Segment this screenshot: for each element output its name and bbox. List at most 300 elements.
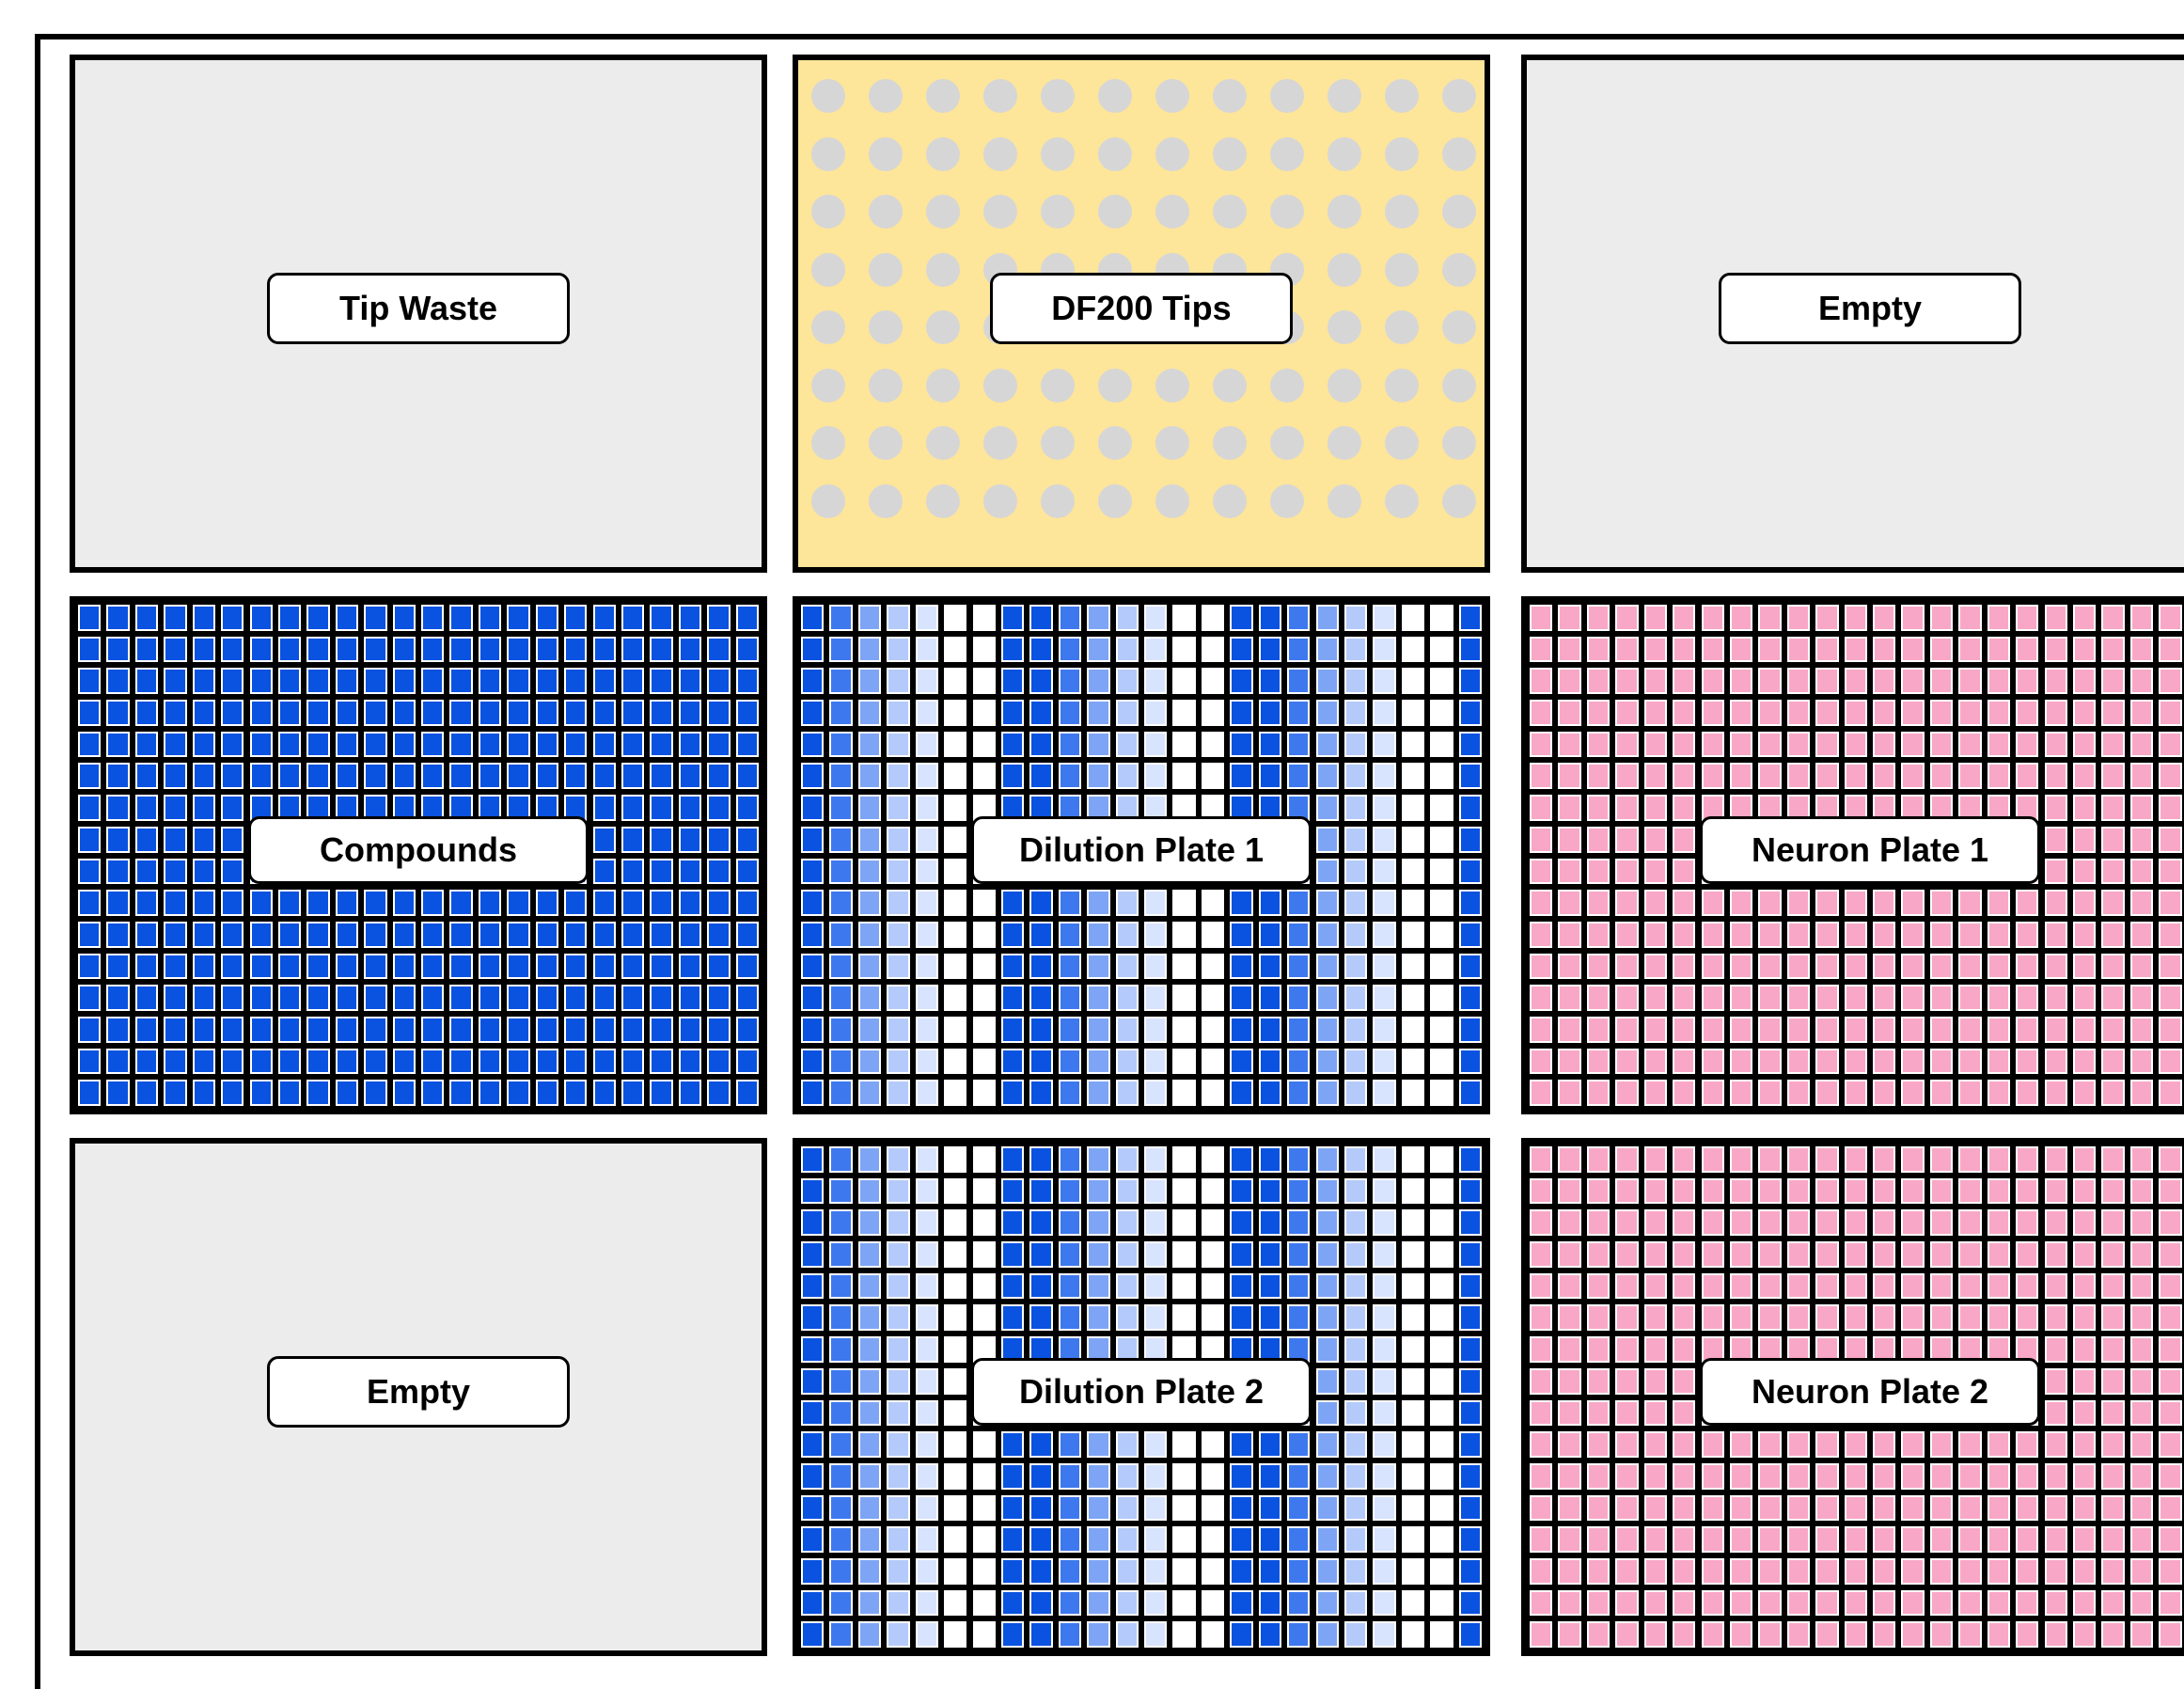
well [1530,1146,1552,1173]
well [1287,668,1310,694]
well [1029,763,1052,789]
well [2016,1526,2038,1553]
well [944,1273,966,1300]
well [2159,1526,2181,1553]
slot-label-neuron-plate-2: Neuron Plate 2 [1700,1358,2040,1426]
well [1402,763,1424,789]
well [564,637,587,663]
well [1230,1273,1252,1300]
well [1144,1590,1167,1617]
well [1316,1336,1339,1363]
well [736,827,759,853]
tip [1270,195,1304,229]
well [1373,827,1395,853]
well [593,795,616,821]
well [707,668,730,694]
well [164,827,186,853]
well [1815,1526,1838,1553]
well [1116,1621,1139,1648]
tip [1041,484,1075,518]
well [1373,1621,1395,1648]
well [736,954,759,980]
well [1530,1209,1552,1236]
well [364,668,386,694]
well [1787,1558,1810,1585]
well [1587,985,1610,1011]
well [916,827,938,853]
well [1172,605,1195,631]
slot-neuron-plate-1[interactable] [1521,596,2184,1114]
well [164,1017,186,1043]
well [2045,827,2067,853]
well [1530,1431,1552,1458]
well [650,605,672,631]
well [1988,985,2010,1011]
well [78,1080,101,1106]
slot-dilution-plate-1[interactable] [793,596,1490,1114]
well [1815,1209,1838,1236]
well [858,1526,881,1553]
well [1230,1431,1252,1458]
well [221,795,244,821]
well [393,763,416,789]
well [801,605,824,631]
well [2101,1049,2124,1075]
well [78,700,101,726]
well [364,890,386,916]
well [1202,985,1224,1011]
well [1402,1241,1424,1268]
well [1001,1621,1024,1648]
well [193,1080,215,1106]
well [1230,1590,1252,1617]
well [1901,1146,1924,1173]
well [1230,1621,1252,1648]
well [1673,732,1695,758]
slot-neuron-plate-2[interactable] [1521,1138,2184,1656]
well [1402,1621,1424,1648]
well [1344,1241,1367,1268]
well [829,859,852,885]
tip [1213,369,1247,403]
well [1615,1590,1638,1617]
deck-layout [35,34,2184,1689]
well [1901,1241,1924,1268]
well [1673,1241,1695,1268]
well [1430,1241,1453,1268]
well [564,985,587,1011]
tip [1270,369,1304,403]
well [1373,1146,1395,1173]
well [2159,1400,2181,1427]
well [1259,700,1281,726]
well [449,700,472,726]
well [887,1368,909,1395]
well [1459,795,1482,821]
well [1287,1178,1310,1205]
well [2159,1146,2181,1173]
well [479,1049,501,1075]
well [1930,1463,1953,1490]
well [193,668,215,694]
well [1029,954,1052,980]
well [1316,668,1339,694]
well [1730,1049,1752,1075]
well [1287,1049,1310,1075]
well [164,954,186,980]
well [1702,1241,1724,1268]
well [1930,1590,1953,1617]
well [1644,1495,1667,1522]
well [944,1558,966,1585]
well [1172,1495,1195,1522]
tip [1442,253,1476,287]
well [421,922,444,948]
well [1930,605,1953,631]
well [1901,668,1924,694]
well [1644,1080,1667,1106]
tip [811,310,845,344]
well [2045,1621,2067,1648]
well [1787,1463,1810,1490]
well [78,985,101,1011]
well [1901,922,1924,948]
well [1845,1241,1867,1268]
well [1144,763,1167,789]
well [2101,732,2124,758]
well [801,1017,824,1043]
well [1402,890,1424,916]
well [1087,1526,1109,1553]
well [1787,1304,1810,1331]
well [707,954,730,980]
well [221,637,244,663]
slot-empty-bottom-left[interactable] [70,1138,767,1656]
well [1958,1431,1981,1458]
well [916,1146,938,1173]
well [278,1049,301,1075]
well [1702,732,1724,758]
well [1815,890,1838,916]
slot-tip-waste[interactable] [70,55,767,573]
well [1787,954,1810,980]
well [449,922,472,948]
well [1558,700,1580,726]
well [650,890,672,916]
slot-df200-tips[interactable] [793,55,1490,573]
well [1873,890,1895,916]
well [944,1241,966,1268]
well [1059,1558,1081,1585]
well [1845,1621,1867,1648]
well [1316,1080,1339,1106]
slot-empty-top-right[interactable] [1521,55,2184,573]
well [801,700,824,726]
well [1702,763,1724,789]
well [829,1526,852,1553]
well [1316,1304,1339,1331]
well [1787,1049,1810,1075]
well [1344,605,1367,631]
well [1873,732,1895,758]
well [1402,1178,1424,1205]
well [1059,637,1081,663]
well [1530,1621,1552,1648]
well [1730,1590,1752,1617]
well [2016,668,2038,694]
well [1001,700,1024,726]
well [858,1049,881,1075]
well [1901,1558,1924,1585]
well [1787,732,1810,758]
tip [1213,137,1247,171]
well [916,1017,938,1043]
well [1459,859,1482,885]
well [973,1080,996,1106]
well [973,1304,996,1331]
well [973,922,996,948]
well [1316,1017,1339,1043]
well [1530,763,1552,789]
well [250,763,273,789]
well [973,1431,996,1458]
well [1873,1495,1895,1522]
slot-compounds[interactable] [70,596,767,1114]
well [944,1431,966,1458]
well [1172,1526,1195,1553]
well [479,637,501,663]
well [221,605,244,631]
well [449,954,472,980]
well [679,827,701,853]
well [421,700,444,726]
well [135,700,158,726]
well [1615,1049,1638,1075]
slot-label-neuron-plate-1: Neuron Plate 1 [1700,816,2040,884]
well [1230,1049,1252,1075]
tip [926,426,960,460]
well [479,700,501,726]
well [2073,1209,2096,1236]
well [679,985,701,1011]
well [164,795,186,821]
well [1815,1080,1838,1106]
tip [1385,253,1419,287]
well [1001,1431,1024,1458]
well [1873,1241,1895,1268]
well [1373,1017,1395,1043]
well [887,1146,909,1173]
well [973,637,996,663]
well [164,668,186,694]
well [393,1080,416,1106]
well [1730,1209,1752,1236]
well [1845,1431,1867,1458]
well [2130,890,2153,916]
well [421,1017,444,1043]
well [250,985,273,1011]
well [1730,637,1752,663]
well [2045,1273,2067,1300]
well [1815,605,1838,631]
well [1644,954,1667,980]
well [1673,1049,1695,1075]
well [736,922,759,948]
well [193,922,215,948]
well [1901,1049,1924,1075]
well [944,1495,966,1522]
well [1059,668,1081,694]
well [1316,1178,1339,1205]
well [1430,1178,1453,1205]
well [1116,1049,1139,1075]
well [1930,1209,1953,1236]
well [1702,1209,1724,1236]
well [2073,1400,2096,1427]
well [1530,985,1552,1011]
well [1988,1431,2010,1458]
well [1673,922,1695,948]
well [973,668,996,694]
well [449,605,472,631]
slot-dilution-plate-2[interactable] [793,1138,1490,1656]
well [1615,605,1638,631]
well [1901,637,1924,663]
well [1758,890,1781,916]
well [1316,1368,1339,1395]
well [1615,668,1638,694]
well [1316,1526,1339,1553]
well [1087,668,1109,694]
tip [983,369,1017,403]
well [1373,763,1395,789]
well [1988,922,2010,948]
well [1344,1304,1367,1331]
well [2045,732,2067,758]
well [1459,732,1482,758]
well [1144,1017,1167,1043]
well [1530,1590,1552,1617]
well [106,700,129,726]
well [2016,1621,2038,1648]
well [164,700,186,726]
well [1958,890,1981,916]
well [1901,1080,1924,1106]
well [1988,700,2010,726]
well [306,763,329,789]
well [2101,1463,2124,1490]
well [78,859,101,885]
well [2016,1146,2038,1173]
well [1430,1146,1453,1173]
well [1558,859,1580,885]
well [536,700,558,726]
well [1615,700,1638,726]
well [1615,922,1638,948]
well [1958,668,1981,694]
well [2159,1304,2181,1331]
well [1287,637,1310,663]
tip [983,79,1017,113]
well [1815,668,1838,694]
well [1615,890,1638,916]
well [944,1400,966,1427]
well [1730,1080,1752,1106]
tip [1328,137,1361,171]
well [1373,890,1395,916]
well [1116,1431,1139,1458]
well [1430,668,1453,694]
well [1530,1526,1552,1553]
well [1673,1590,1695,1617]
well [887,700,909,726]
well [2016,1209,2038,1236]
well [336,1049,358,1075]
well [1587,1304,1610,1331]
well [336,700,358,726]
well [858,1304,881,1331]
well [1930,1178,1953,1205]
well [858,1368,881,1395]
well [2045,1146,2067,1173]
well [1402,1209,1424,1236]
well [1930,985,1953,1011]
well [1144,890,1167,916]
well [221,954,244,980]
well [1059,1241,1081,1268]
well [801,1495,824,1522]
well [829,954,852,980]
tip [983,484,1017,518]
well [1029,1526,1052,1553]
well [1988,1178,2010,1205]
well [916,700,938,726]
well [944,1463,966,1490]
well [621,700,644,726]
well [507,1017,529,1043]
well [1873,1017,1895,1043]
well [1230,1463,1252,1490]
well [2016,922,2038,948]
well [164,985,186,1011]
well [1001,1558,1024,1585]
well [1644,1526,1667,1553]
well [393,1049,416,1075]
well [1758,637,1781,663]
well [1430,922,1453,948]
well [1316,605,1339,631]
well [278,890,301,916]
well [1059,1495,1081,1522]
well [1958,1017,1981,1043]
well [536,954,558,980]
well [1202,1431,1224,1458]
well [1316,763,1339,789]
well [1758,763,1781,789]
well [2130,954,2153,980]
well [1344,1368,1367,1395]
well [801,1558,824,1585]
well [887,1336,909,1363]
well [829,1495,852,1522]
well [1587,668,1610,694]
well [1287,922,1310,948]
well [707,1049,730,1075]
tip [1041,426,1075,460]
well [1059,985,1081,1011]
well [221,985,244,1011]
well [2073,1463,2096,1490]
